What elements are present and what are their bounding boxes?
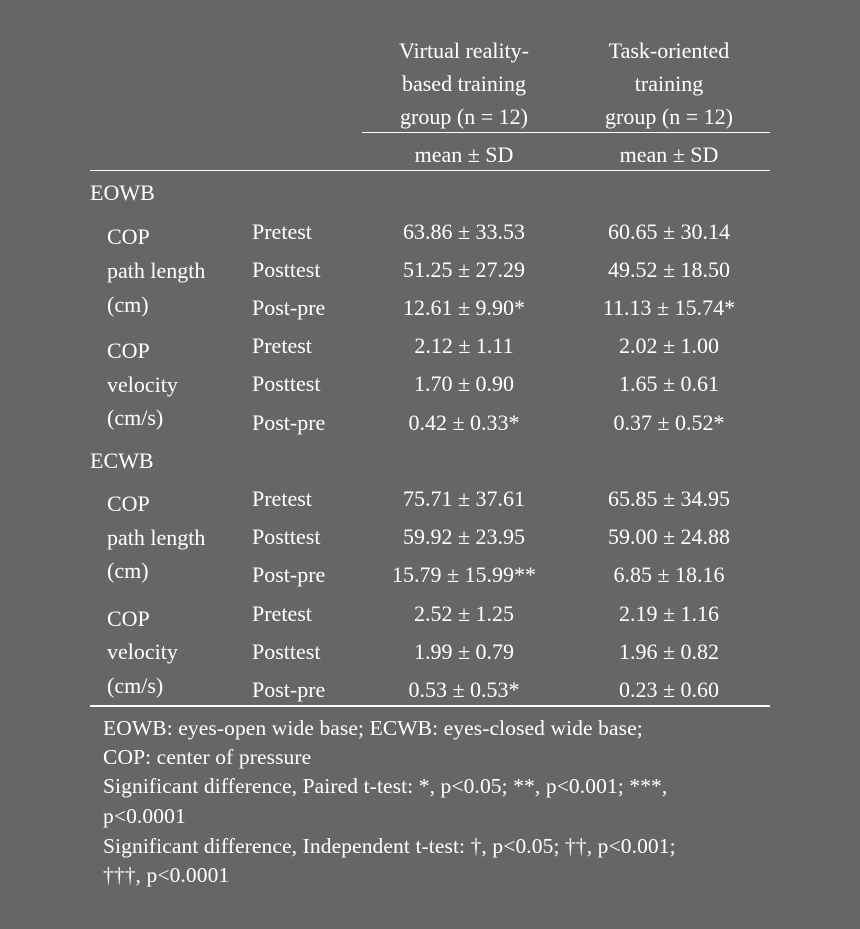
measure-label: COP	[107, 338, 150, 363]
footnote: p<0.0001	[103, 804, 186, 828]
phase-label: Post-pre	[252, 410, 326, 435]
footnote: EOWB: eyes-open wide base; ECWB: eyes-closed wide base;	[103, 716, 643, 740]
phase-label: Pretest	[252, 333, 312, 358]
value-cell: 51.25 ± 27.29	[402, 257, 526, 282]
value-cell: 0.23 ± 0.60	[618, 677, 720, 702]
header-col2-line2: training	[634, 71, 704, 96]
value-cell: 1.65 ± 0.61	[618, 371, 720, 396]
phase-label: Posttest	[252, 371, 321, 396]
measure-label: path length	[107, 258, 206, 283]
measure-label: COP	[107, 224, 150, 249]
value-cell: 1.99 ± 0.79	[413, 639, 515, 664]
phase-label: Pretest	[252, 486, 312, 511]
footnote: †††, p<0.0001	[103, 863, 230, 887]
value-cell: 2.52 ± 1.25	[413, 601, 515, 626]
phase-label: Pretest	[252, 219, 312, 244]
phase-label: Pretest	[252, 601, 312, 626]
header-col2-line1: Task-oriented	[608, 38, 730, 63]
measure-label: (cm)	[107, 558, 149, 583]
measure-label: velocity	[107, 639, 178, 664]
footnote: Significant difference, Independent t-test: †, p<0.05; ††, p<0.001;	[103, 834, 676, 858]
subheader-col2: mean ± SD	[619, 142, 719, 167]
value-cell: 60.65 ± 30.14	[607, 219, 731, 244]
header-col1-line1: Virtual reality-	[398, 38, 529, 63]
value-cell: 0.37 ± 0.52*	[613, 410, 725, 435]
phase-label: Post-pre	[252, 562, 326, 587]
section-label: EOWB	[90, 180, 155, 205]
value-cell: 0.42 ± 0.33*	[408, 410, 520, 435]
value-cell: 6.85 ± 18.16	[613, 562, 725, 587]
footnote: COP: center of pressure	[103, 745, 312, 769]
header-rule	[362, 132, 770, 133]
section-label: ECWB	[90, 448, 154, 473]
value-cell: 65.85 ± 34.95	[607, 486, 731, 511]
measure-label: velocity	[107, 372, 178, 397]
measure-label: COP	[107, 491, 150, 516]
phase-label: Posttest	[252, 639, 321, 664]
value-cell: 1.70 ± 0.90	[413, 371, 515, 396]
phase-label: Posttest	[252, 257, 321, 282]
bottom-rule	[90, 705, 770, 707]
value-cell: 2.12 ± 1.11	[414, 333, 514, 358]
value-cell: 49.52 ± 18.50	[607, 257, 731, 282]
phase-label: Post-pre	[252, 677, 326, 702]
value-cell: 59.00 ± 24.88	[607, 524, 731, 549]
measure-label: COP	[107, 606, 150, 631]
value-cell: 63.86 ± 33.53	[402, 219, 526, 244]
value-cell: 12.61 ± 9.90*	[402, 295, 526, 320]
value-cell: 0.53 ± 0.53*	[408, 677, 520, 702]
value-cell: 2.02 ± 1.00	[618, 333, 720, 358]
value-cell: 2.19 ± 1.16	[618, 601, 720, 626]
footnote: Significant difference, Paired t-test: *, p<0.05; **, p<0.001; ***,	[103, 774, 668, 798]
measure-label: path length	[107, 525, 206, 550]
measure-label: (cm/s)	[107, 405, 164, 430]
header-col1-line3: group (n = 12)	[400, 104, 528, 129]
value-cell: 75.71 ± 37.61	[402, 486, 526, 511]
value-cell: 59.92 ± 23.95	[402, 524, 526, 549]
top-body-rule	[90, 170, 770, 171]
value-cell: 15.79 ± 15.99**	[391, 562, 537, 587]
value-cell: 1.96 ± 0.82	[618, 639, 720, 664]
measure-label: (cm/s)	[107, 673, 164, 698]
value-cell: 11.13 ± 15.74*	[602, 295, 736, 320]
measure-label: (cm)	[107, 292, 149, 317]
phase-label: Posttest	[252, 524, 321, 549]
header-col1-line2: based training	[401, 71, 527, 96]
header-col2-line3: group (n = 12)	[605, 104, 733, 129]
subheader-col1: mean ± SD	[414, 142, 514, 167]
phase-label: Post-pre	[252, 295, 326, 320]
